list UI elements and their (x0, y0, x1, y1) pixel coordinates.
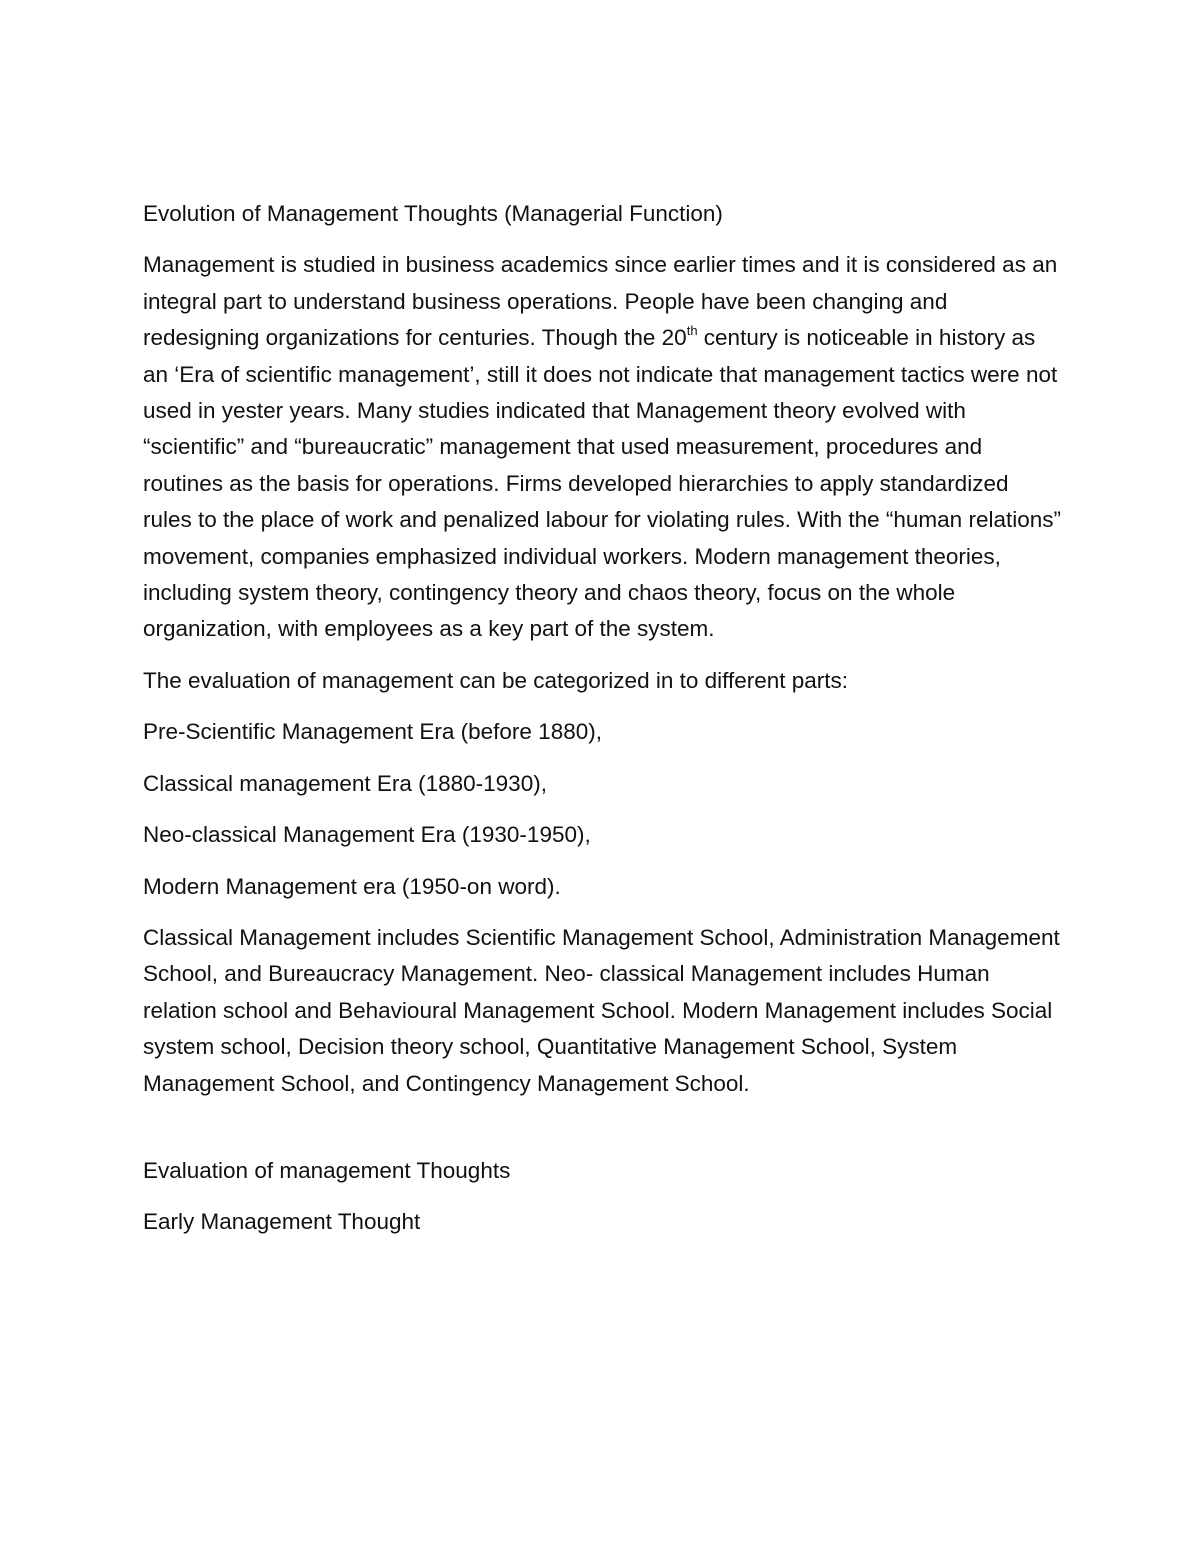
intro-text-part2: century is noticeable in history as an ‘Era of scientific management’, still it does not indicate that management tactics were not used in yester years. Many studies indicated that Management theory evolved with “scientific” and “bureaucratic” management that used measurement, procedures and routines as the basis for operations. Firms developed hierarchies to apply standardized rules to the place of work and penalized labour for violating rules. With the “human relations” movement, companies emphasized individual workers. Modern management theories, including system theory, contingency theory and chaos theory, focus on the whole organization, with employees as a key part of the system. (143, 325, 1061, 642)
document-body (143, 196, 1063, 1256)
classical-paragraph: Classical Management includes Scientific Management School, Administration Management School, and Bureaucracy Management. Neo- classical Management includes Human relation school and Behavioural Management School. Modern Management includes Social system school, Decision theory school, Quantitative Management School, System Management School, and Contingency Management School. (143, 924, 1060, 1096)
subsection-heading: Early Management Thought (143, 1209, 421, 1235)
intro-paragraph (143, 247, 1063, 647)
section-heading: Evaluation of management Thoughts (143, 1157, 511, 1183)
document-title: Evolution of Management Thoughts (Managerial Function) (143, 201, 723, 226)
era-item: Neo-classical Management Era (1930-1950), (143, 822, 591, 848)
intro-superscript: th (686, 322, 698, 338)
era-item: Classical management Era (1880-1930), (143, 770, 547, 796)
era-item: Modern Management era (1950-on word). (143, 873, 561, 899)
categorize-intro: The evaluation of management can be categorized in to different parts: (143, 667, 849, 693)
era-item: Pre-Scientific Management Era (before 1880), (143, 719, 602, 745)
intro-text-part1: Management is studied in business academics since earlier times and it is considered as an integral part to understand business operations. People have been changing and redesigning organizations for centuries. Though the 20 (143, 252, 1058, 351)
blank-line (143, 1117, 1063, 1153)
